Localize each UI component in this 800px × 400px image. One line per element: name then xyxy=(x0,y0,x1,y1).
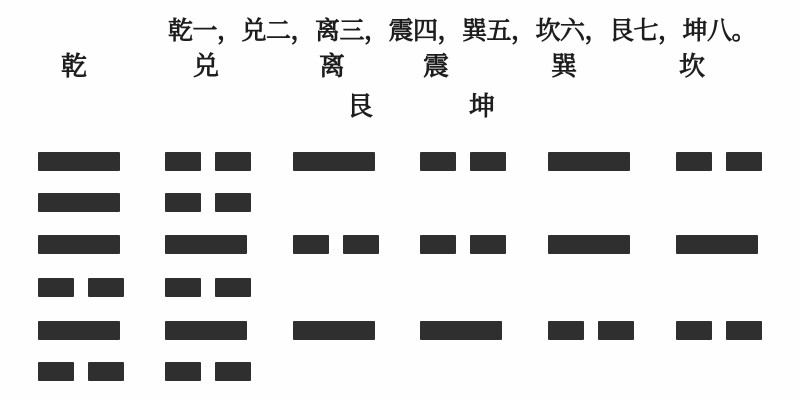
trigram-label-xun: 巽 xyxy=(550,51,578,81)
yang-line xyxy=(293,152,375,171)
yang-line xyxy=(38,193,120,212)
trigram-label-dui: 兑 xyxy=(192,51,220,81)
yang-line xyxy=(165,321,247,340)
yin-line-segment xyxy=(38,362,74,381)
yin-line-segment xyxy=(598,321,634,340)
yang-line xyxy=(676,235,758,254)
yin-line xyxy=(676,321,762,340)
yin-line xyxy=(38,362,124,381)
yin-line xyxy=(420,152,506,171)
trigram-label-gen: 艮 xyxy=(346,91,374,121)
yin-line-segment xyxy=(676,152,712,171)
yin-line-segment xyxy=(165,193,201,212)
yin-line-segment xyxy=(548,321,584,340)
bagua-sequence-heading: 乾一，兑二，离三，震四，巽五，坎六，艮七，坤八。 xyxy=(168,17,757,45)
yin-line-segment xyxy=(215,278,251,297)
yin-line-segment xyxy=(726,321,762,340)
yang-line xyxy=(38,152,120,171)
yin-line-segment xyxy=(38,278,74,297)
trigram-label-kan: 坎 xyxy=(678,51,706,81)
yang-line xyxy=(420,321,502,340)
yang-line xyxy=(548,235,630,254)
trigram-label-zhen: 震 xyxy=(422,51,450,81)
yin-line-segment xyxy=(420,235,456,254)
yin-line-segment xyxy=(165,278,201,297)
yin-line-segment xyxy=(470,235,506,254)
yin-line-segment xyxy=(420,152,456,171)
yin-line-segment xyxy=(165,362,201,381)
yin-line-segment xyxy=(726,152,762,171)
yin-line xyxy=(165,193,251,212)
yang-line xyxy=(293,321,375,340)
yin-line-segment xyxy=(293,235,329,254)
yin-line xyxy=(38,278,124,297)
yin-line-segment xyxy=(470,152,506,171)
yin-line-segment xyxy=(676,321,712,340)
yin-line xyxy=(293,235,379,254)
yin-line-segment xyxy=(215,362,251,381)
yin-line xyxy=(165,278,251,297)
yang-line xyxy=(165,235,247,254)
yin-line xyxy=(548,321,634,340)
yin-line xyxy=(165,362,251,381)
yang-line xyxy=(548,152,630,171)
yang-line xyxy=(38,321,120,340)
trigram-label-kun: 坤 xyxy=(468,91,496,121)
yin-line xyxy=(420,235,506,254)
yin-line-segment xyxy=(343,235,379,254)
yin-line-segment xyxy=(88,362,124,381)
trigram-label-qian: 乾 xyxy=(60,51,88,81)
yin-line-segment xyxy=(88,278,124,297)
yin-line-segment xyxy=(165,152,201,171)
trigram-label-li: 离 xyxy=(318,51,346,81)
yang-line xyxy=(38,235,120,254)
yin-line xyxy=(165,152,251,171)
yin-line-segment xyxy=(215,152,251,171)
yin-line xyxy=(676,152,762,171)
yin-line-segment xyxy=(215,193,251,212)
